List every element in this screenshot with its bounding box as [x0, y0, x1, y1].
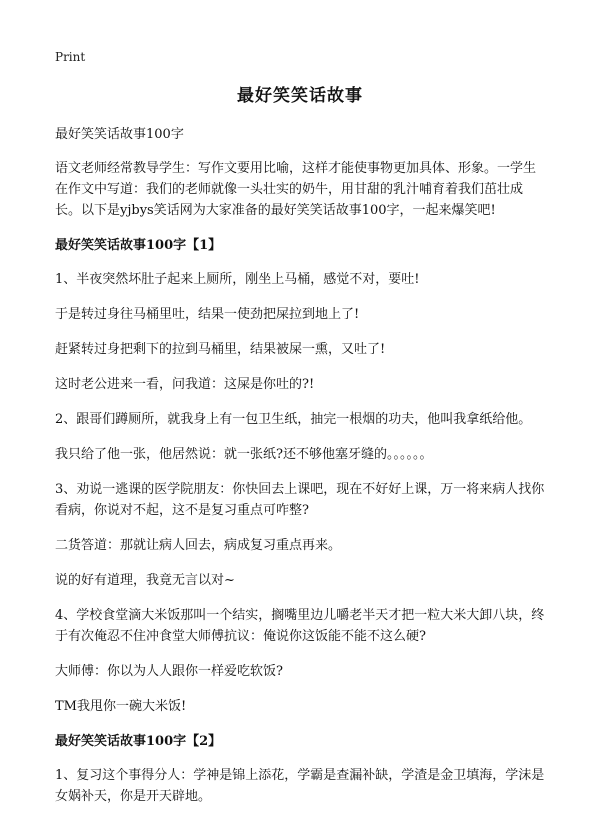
print-link[interactable]: Print — [55, 50, 86, 64]
paragraph: 于是转过身往马桶里吐，结果一使劲把屎拉到地上了! — [55, 307, 360, 322]
section-heading-2: 最好笑笑话故事100字【2】 — [55, 734, 222, 749]
paragraph: 大师傅：你以为人人跟你一样爱吃软饭? — [55, 664, 283, 679]
paragraph: TM我甩你一碗大米饭! — [55, 699, 187, 714]
page-title: 最好笑笑话故事 — [237, 86, 363, 106]
paragraph: 赶紧转过身把剩下的拉到马桶里，结果被屎一熏，又吐了! — [55, 342, 386, 357]
article-subtitle: 最好笑笑话故事100字 — [55, 127, 184, 142]
paragraph: 4、学校食堂滴大米饭那叫一个结实，搁嘴里边儿嚼老半天才把一粒大米大卸八块，终于有次俺忍不住冲食堂大师傅抗议：俺说你这饭能不能不这么硬? — [55, 608, 545, 644]
section-heading-1: 最好笑笑话故事100字【1】 — [55, 238, 222, 253]
paragraph: 这时老公进来一看，问我道：这屎是你吐的?! — [55, 377, 315, 392]
paragraph: 我只给了他一张，他居然说：就一张纸?还不够他塞牙缝的。。。。。。 — [55, 447, 433, 462]
paragraph: 3、劝说一逃课的医学院朋友：你快回去上课吧，现在不好好上课，万一将来病人找你看病，你说对不起，这不是复习重点可咋整? — [55, 482, 545, 518]
intro-paragraph: 语文老师经常教导学生：写作文要用比喻，这样才能使事物更加具体、形象。一学生在作文中写道：我们的老师就像一头壮实的奶牛，用甘甜的乳汁哺育着我们茁壮成长。以下是yjbys笑话网为大家准备的最好笑笑话故事100字，一起来爆笑吧! — [55, 161, 537, 218]
paragraph: 1、半夜突然坏肚子起来上厕所，刚坐上马桶，感觉不对，要吐! — [55, 272, 420, 287]
paragraph: 1、复习这个事得分人：学神是锦上添花，学霸是查漏补缺，学渣是金卫填海，学沫是女娲补天，你是开天辟地。 — [55, 768, 545, 804]
paragraph: 二货答道：那就让病人回去，病成复习重点再来。 — [55, 538, 342, 553]
paragraph: 说的好有道理，我竟无言以对~ — [55, 573, 235, 588]
paragraph: 2、跟哥们蹲厕所，就我身上有一包卫生纸，抽完一根烟的功夫，他叫我拿纸给他。 — [55, 412, 532, 427]
